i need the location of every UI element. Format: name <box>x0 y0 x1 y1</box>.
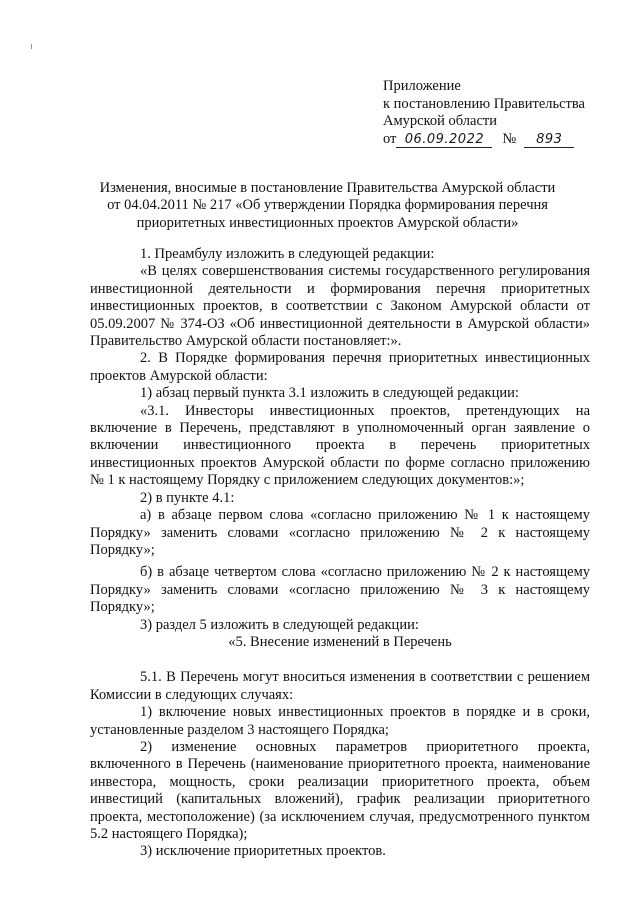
paragraph-item-2: 2. В Порядке формирования перечня приоритетных инвестиционных проектов Амурской области: <box>90 350 590 384</box>
handwritten-number: 893 <box>524 132 574 148</box>
date-prefix: от <box>383 130 397 147</box>
appendix-date-number-line <box>383 131 585 149</box>
document-body <box>90 246 590 861</box>
paragraph-subitem-1: 1) абзац первый пункта 3.1 изложить в следующей редакции: <box>140 385 519 402</box>
number-sign: № <box>502 130 517 147</box>
paragraph-subitem-3: 3) раздел 5 изложить в следующей редакции: <box>140 616 419 633</box>
appendix-region: Амурской области <box>383 113 497 129</box>
section-5-heading: «5. Внесение изменений в Перечень <box>228 633 452 650</box>
handwritten-date: 06.09.2022 <box>396 132 492 148</box>
paragraph-clause-5-1: 5.1. В Перечень могут вноситься изменения в соответствии с решением Комиссии в следующих случаях: <box>90 669 590 703</box>
document-title <box>90 180 565 232</box>
paragraph-case-2: 2) изменение основных параметров приоритетного проекта, включенного в Перечень (наименование приоритетного проекта, наименование инвестора, мощность, сроки реализации приоритетного проекта, объем инвестиций (капитальных вложений), график реализации приоритетного проекта, местоположение) (за исключением случая, предусмотренного пунктом 5.2 настоящего Порядка); <box>90 738 590 842</box>
paragraph-case-1: 1) включение новых инвестиционных проектов в порядке и в сроки, установленные разделом 3 настоящего Порядка; <box>90 704 590 738</box>
paragraph-subitem-2: 2) в пункте 4.1: <box>140 489 235 506</box>
paragraph-preamble-text: «В целях совершенствования системы государственного регулирования инвестиционной деятельности и формирования перечня приоритетных инвестиционных проектов, в соответствии с Законом Амурской области от 05.09.2007 № 374-ОЗ «Об инвестиционной деятельности в Амурской области» Правительство Амурской области постановляет:». <box>90 263 590 350</box>
appendix-heading: Приложение <box>383 78 461 94</box>
paragraph-subitem-a: а) в абзаце первом слова «согласно приложению № 1 к настоящему Порядку» заменить словами «согласно приложению № 2 к настоящему Порядку»; <box>90 507 590 558</box>
spacer <box>90 651 590 669</box>
paragraph-clause-3-1: «3.1. Инвесторы инвестиционных проектов, претендующих на включение в Перечень, представляют в уполномоченный орган заявление о включении инвестиционного проекта в перечень приоритетных инвестиционных проектов Амурской области по форме согласно приложению № 1 к настоящему Порядку с приложением следующих документов:»; <box>90 402 590 489</box>
title-line: от 04.04.2011 № 217 «Об утверждении Порядка формирования перечня <box>107 197 548 214</box>
appendix-resolution-ref: к постановлению Правительства <box>383 95 585 112</box>
appendix-block <box>383 78 585 148</box>
paragraph-subitem-b: б) в абзаце четвертом слова «согласно приложению № 2 к настоящему Порядку» заменить словами «согласно приложению № 3 к настоящему Порядку»; <box>90 564 590 616</box>
paragraph-item-1: 1. Преамбулу изложить в следующей редакции: <box>140 246 435 262</box>
title-line: Изменения, вносимые в постановление Правительства Амурской области <box>99 180 556 196</box>
title-line: приоритетных инвестиционных проектов Амурской области» <box>136 214 519 231</box>
paragraph-case-3: 3) исключение приоритетных проектов. <box>140 843 386 860</box>
scan-mark <box>31 44 32 49</box>
